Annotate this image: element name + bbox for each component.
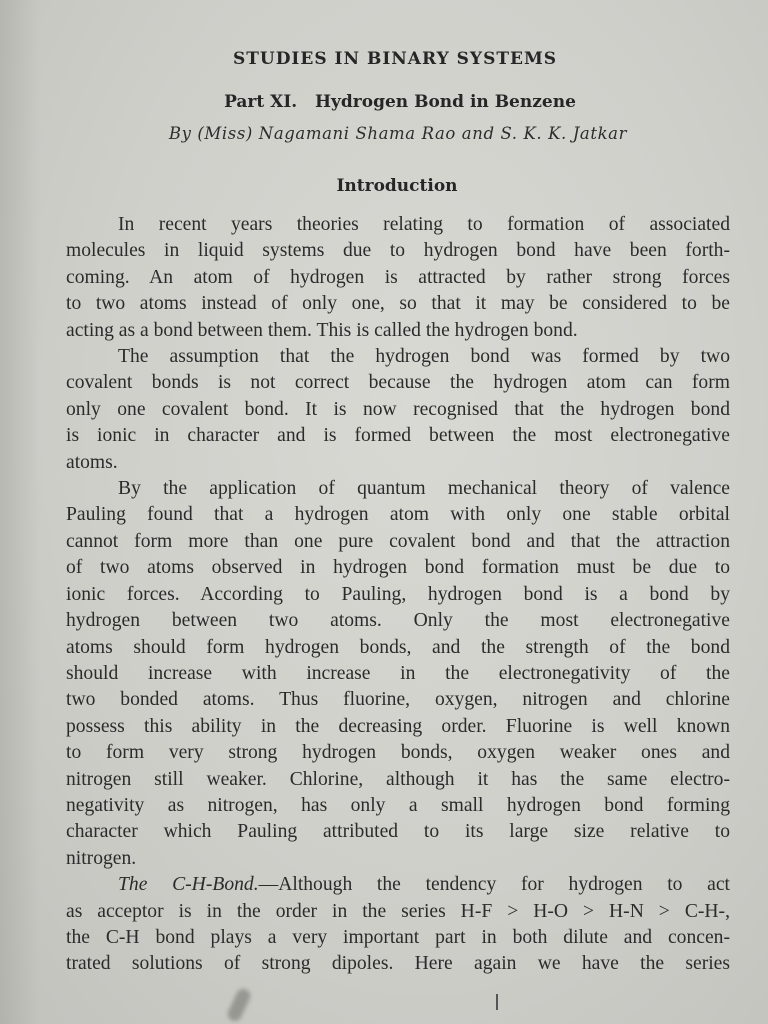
text-line: as acceptor is in the order in the series H-F > H-O > H-N > C-H-,: [66, 900, 730, 922]
text-line: By the application of quantum mechanical theory of valence: [118, 478, 730, 500]
text-line: acting as a bond between them. This is called the hydrogen bond.: [66, 319, 578, 341]
text-line: of two atoms observed in hydrogen bond formation must be due to: [66, 557, 730, 579]
paragraph-4-ch-bond: [66, 872, 730, 978]
text-line: negativity as nitrogen, has only a small hydrogen bond forming: [66, 794, 730, 816]
run-in-heading: The C-H-Bond.: [118, 874, 259, 896]
text-line: to two atoms instead of only one, so that it may be considered to be: [66, 293, 730, 315]
text-line: only one covalent bond. It is now recognised that the hydrogen bond: [66, 398, 730, 420]
text-line: In recent years theories relating to formation of associated: [118, 214, 730, 235]
text-line: should increase with increase in the electronegativity of the: [66, 662, 730, 684]
text-line: cannot form more than one pure covalent bond and that the attraction: [66, 530, 730, 552]
text-line: is ionic in character and is formed between the most electronegative: [66, 425, 730, 447]
text-line: [66, 872, 730, 898]
text-line: trated solutions of strong dipoles. Here again we have the series: [66, 953, 730, 975]
ink-smudge: [225, 987, 252, 1024]
text-line: atoms should form hydrogen bonds, and the strength of the bond: [66, 636, 730, 658]
text-line: The assumption that the hydrogen bond was formed by two: [118, 346, 730, 368]
article-body: [66, 212, 730, 978]
paragraph-2: [66, 344, 730, 476]
paragraph-3: [66, 476, 730, 872]
text-line-rest: —Although the tendency for hydrogen to act: [258, 874, 730, 896]
text-line: possess this ability in the decreasing order. Fluorine is well known: [66, 715, 730, 737]
text-line: covalent bonds is not correct because the hydrogen atom can form: [66, 372, 730, 394]
part-title: [0, 92, 768, 112]
text-line: two bonded atoms. Thus fluorine, oxygen, nitrogen and chlorine: [66, 689, 730, 711]
section-heading-introduction: Introduction: [336, 176, 458, 196]
series-title: STUDIES IN BINARY SYSTEMS: [232, 49, 558, 69]
text-line: to form very strong hydrogen bonds, oxygen weaker ones and: [66, 742, 730, 764]
text-line: character which Pauling attributed to its large size relative to: [66, 821, 730, 843]
text-line: Pauling found that a hydrogen atom with only one stable orbital: [66, 504, 730, 526]
text-line: ionic forces. According to Pauling, hydrogen bond is a bond by: [66, 583, 730, 605]
text-line: molecules in liquid systems due to hydrogen bond have been forth-: [66, 240, 730, 262]
part-title-text: Part XI. Hydrogen Bond in Benzene: [224, 92, 576, 112]
text-line: coming. An atom of hydrogen is attracted by rather strong forces: [66, 266, 730, 288]
text-line: nitrogen still weaker. Chlorine, although it has the same electro-: [66, 768, 730, 790]
text-line: hydrogen between two atoms. Only the most electronegative: [66, 610, 730, 632]
paragraph-1: [66, 212, 730, 344]
page-edge-shadow: [0, 0, 40, 1024]
text-line: the C-H bond plays a very important part in both dilute and concen-: [66, 926, 730, 948]
text-line: nitrogen.: [66, 847, 137, 869]
authors-byline: By (Miss) Nagamani Shama Rao and S. K. K. Jatkar: [168, 124, 628, 143]
text-line: atoms.: [66, 451, 118, 473]
print-mark: [496, 994, 498, 1010]
